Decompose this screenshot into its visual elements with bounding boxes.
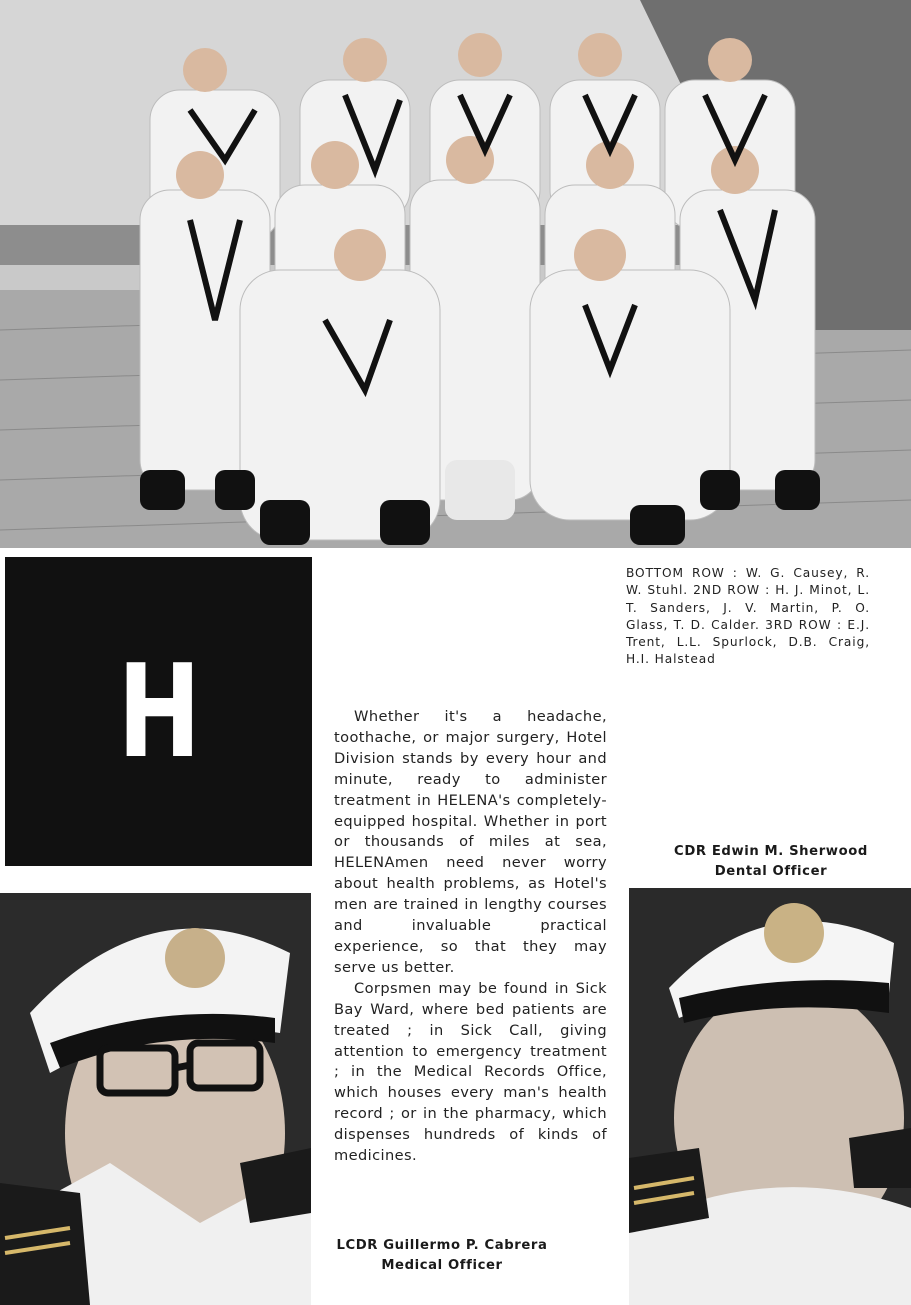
group-photo-illustration <box>0 0 911 548</box>
section-letter: H <box>117 638 200 787</box>
officer-title: Medical Officer <box>381 1258 503 1273</box>
officer-caption-cabrera <box>328 1236 556 1276</box>
body-paragraph: Corpsmen may be found in Sick Bay Ward, where bed patients are treated ; in Sick Call, giving attention to emergency treatment ; in the Medical Records Office, which houses every man's health record ; or in the pharmacy, which dispenses hundreds of kinds of medicines. <box>334 979 607 1165</box>
group-photo <box>0 0 911 548</box>
cabrera-portrait <box>0 893 311 1305</box>
body-text <box>334 707 607 1167</box>
group-photo-caption: BOTTOM ROW : W. G. Causey, R. W. Stuhl. 2ND ROW : H. J. Minot, L. T. Sanders, J. V. Martin, P. O. Glass, T. D. Calder. 3RD ROW : E.J. Trent, L.L. Spurlock, D.B. Craig, H.I. Halstead <box>626 566 870 667</box>
body-paragraph: Whether it's a headache, toothache, or major surgery, Hotel Division stands by every hour and minute, ready to administer treatment in HELENA's completely-equipped hospital. Whether in port or thousands of miles at sea, HELENAmen need never worry about health problems, as Hotel's men are trained in lengthy courses and invaluable practical experience, so that they may serve us better. <box>334 708 607 976</box>
officer-name: CDR Edwin M. Sherwood <box>674 844 868 859</box>
officer-title: Dental Officer <box>714 864 828 879</box>
sherwood-portrait-illustration <box>629 888 911 1305</box>
cabrera-portrait-illustration <box>0 893 311 1305</box>
officer-name: LCDR Guillermo P. Cabrera <box>336 1238 548 1253</box>
sherwood-portrait <box>629 888 911 1305</box>
officer-caption-sherwood <box>660 842 882 882</box>
section-letter-block <box>5 557 312 866</box>
